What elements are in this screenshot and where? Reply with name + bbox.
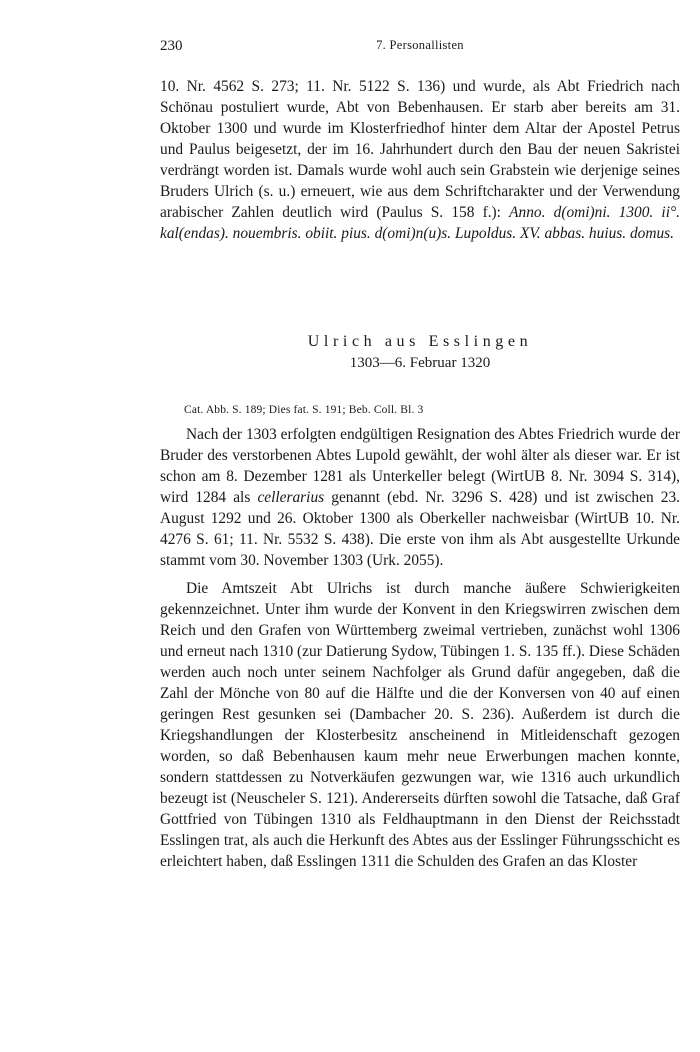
tomb-inscription: Anno. d(omi)ni. 1300. ii°. kal(endas). nouembris. obiit. pius. d(omi)n(u)s. Lupoldus. XV. abbas. huius. domus. <box>160 204 680 242</box>
section-heading <box>160 331 680 373</box>
intro-paragraph-text: 10. Nr. 4562 S. 273; 11. Nr. 5122 S. 136) und wurde, als Abt Friedrich nach Schönau postuliert wurde, Abt von Bebenhausen. Er starb aber bereits am 31. Oktober 1300 und wurde im Klosterfriedhof hinter dem Altar der Apostel Petrus und Paulus beigesetzt, der im 16. Jahrhundert durch den Bau der neuen Sakristei verdrängt worden ist. Damals wurde wohl auch sein Grabstein wie derjenige seines Bruders Ulrich (s. u.) erneuert, wie aus dem Schriftcharakter und der Verwendung arabischer Zahlen deutlich wird (Paulus S. 158 f.): <box>160 78 680 221</box>
page-header <box>160 38 680 58</box>
body-paragraph-2: Die Amtszeit Abt Ulrichs ist durch manche äußere Schwierigkeiten gekennzeichnet. Unter ihm wurde der Konvent in den Kriegswirren zwischen dem Reich und den Grafen von Württemberg zweimal vertrieben, zunächst wohl 1306 und erneut nach 1310 (zur Datierung Sydow, Tübingen 1. S. 135 ff.). Diese Schäden werden auch noch unter seinem Nachfolger als Grund dafür angegeben, daß die Zahl der Mönche von 80 auf die Hälfte und die der Konversen von 40 auf einen geringen Rest gesunken sei (Dambacher 20. S. 236). Außerdem ist durch die Kriegshandlungen der Klosterbesitz anscheinend in Mitleidenschaft gezogen worden, so daß Bebenhausen kaum mehr neue Erwerbungen machen konnte, sondern stattdessen zu Notverkäufen gezwungen war, wie 1316 auch urkundlich bezeugt ist (Neuscheler S. 121). Andererseits dürften sowohl die Tatsache, daß Graf Gottfried von Tübingen 1310 als Feldhauptmann in den Dienst der Reichsstadt Esslingen trat, als auch die Herkunft des Abtes aus der Esslinger Führungsschicht es erleichtert haben, daß Esslingen 1311 die Schulden des Grafen an das Kloster <box>160 580 680 870</box>
running-head: 7. Personallisten <box>376 38 464 52</box>
intro-paragraph <box>160 76 680 244</box>
main-text-block <box>160 424 680 872</box>
source-references: Cat. Abb. S. 189; Dies fat. S. 191; Beb. Coll. Bl. 3 <box>184 404 424 416</box>
body-paragraph-1 <box>160 424 680 571</box>
abbot-tenure-dates: 1303—6. Februar 1320 <box>349 355 491 371</box>
page-number: 230 <box>160 38 183 54</box>
intro-text-block <box>160 76 680 244</box>
paragraph-1-part-2: genannt (ebd. Nr. 3296 S. 428) und ist zwischen 23. August 1292 und 26. Oktober 1300 als Oberkeller nachweisbar (WirtUB 10. Nr. 4276 S. 61; 11. Nr. 5532 S. 438). Die erste von ihm als Abt ausgestellte Urkunde stammt vom 30. November 1303 (Urk. 2055). <box>160 489 680 569</box>
abbot-name-heading: Ulrich aus Esslingen <box>307 333 533 350</box>
paragraph-1-italic-term: cellerarius <box>257 489 325 506</box>
paragraph-1-part-1: Nach der 1303 erfolgten endgültigen Resignation des Abtes Friedrich wurde der Bruder des verstorbenen Abtes Lupold gewählt, der wohl älter als dieser war. Er ist schon am 8. Dezember 1281 als Unterkeller belegt (WirtUB 8. Nr. 3094 S. 314), wird 1284 als <box>160 426 680 506</box>
